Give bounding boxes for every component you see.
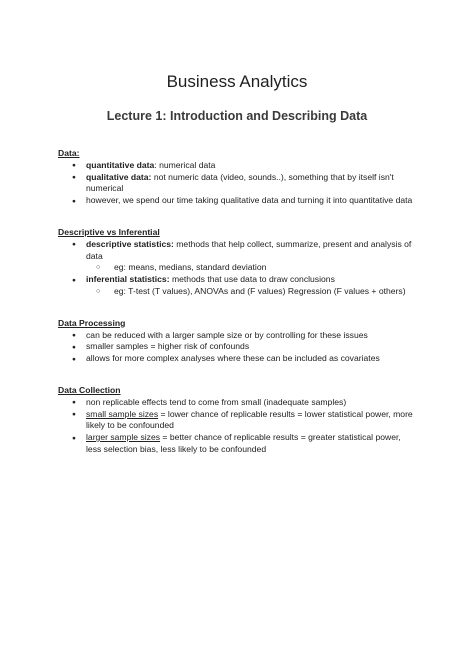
sub-list-item [86,262,416,274]
section-heading: Data: [58,148,80,158]
section-data-collection [58,385,416,456]
list-item [58,432,416,456]
bullet-list [58,160,416,207]
item-text: can be reduced with a larger sample size or by controlling for these issues [86,329,368,340]
list-item [58,195,416,207]
item-text: non replicable effects tend to come from small (inadequate samples) [86,396,347,407]
item-text: : numerical data [154,159,216,170]
item-text: eg: T-test (T values), ANOVAs and (F values) Regression (F values + others) [114,285,406,296]
section-heading: Descriptive vs Inferential [58,226,160,237]
term-label: descriptive statistics: [86,238,174,249]
section-heading: Data Collection [58,384,121,395]
sub-list-item [86,286,416,298]
section-descriptive-vs-inferential [58,227,416,298]
bullet-list [58,274,416,286]
list-item [58,172,416,196]
item-text: allows for more complex analyses where these can be included as covariates [86,353,380,364]
bullet-list [58,330,416,365]
item-text: smaller samples = higher risk of confounds [86,341,250,352]
bullet-list [58,397,416,456]
item-text: eg: means, medians, standard deviation [114,262,267,273]
list-item [58,239,416,263]
list-item [58,353,416,365]
term-label: quantitative data [86,159,155,170]
list-item [58,330,416,342]
item-text: methods that use data to draw conclusions [169,274,335,285]
page-subtitle: Lecture 1: Introduction and Describing Data [106,109,368,123]
term-label: larger sample sizes [86,432,161,443]
list-item [58,274,416,286]
list-item [58,160,416,172]
list-item [58,341,416,353]
item-text: however, we spend our time taking qualitative data and turning it into quantitative data [86,195,413,206]
list-item [58,397,416,409]
item-text: = lower chance of replicable results = lower statistical power, more likely to be confounded [86,408,413,431]
item-text: = better chance of replicable results = greater statistical power, less selection bias, less likely to be confounded [86,432,401,454]
item-text: not numeric data (video, sounds..), something that by itself isn't numerical [86,171,394,194]
term-label: qualitative data: [86,171,152,182]
sub-bullet-list [86,262,416,274]
list-item [58,409,416,433]
term-label: small sample sizes [86,408,159,419]
bullet-list [58,239,416,263]
page-title: Business Analytics [166,72,308,91]
section-data-processing [58,318,416,365]
section-data [58,148,416,207]
term-label: inferential statistics: [86,274,170,285]
item-text: methods that help collect, summarize, present and analysis of data [86,238,412,261]
section-heading: Data Processing [58,317,126,328]
sub-bullet-list [86,286,416,298]
